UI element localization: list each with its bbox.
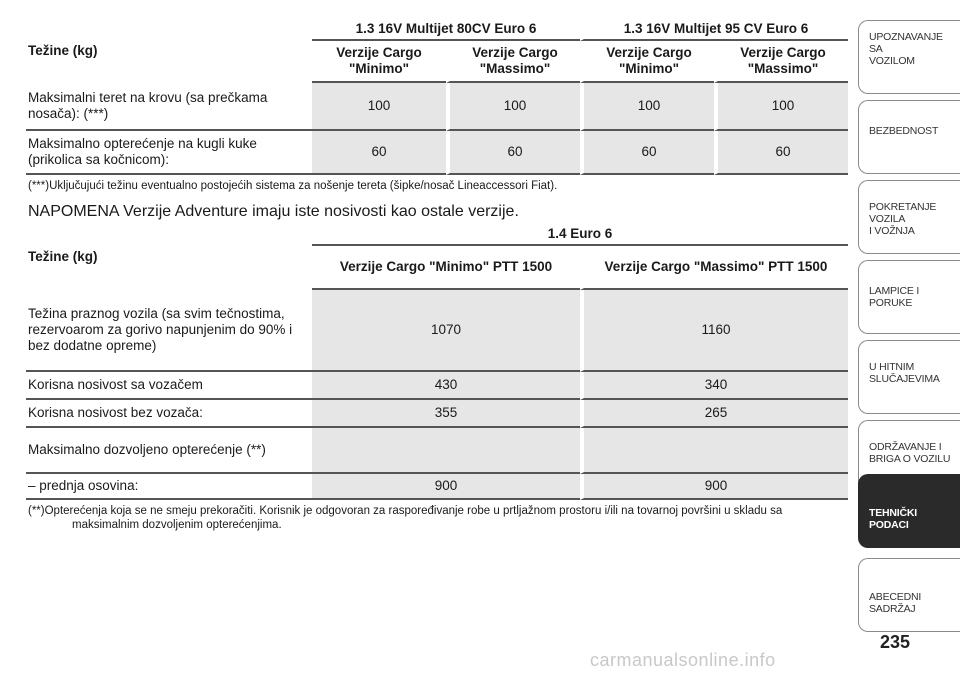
table1-variant-header: Verzije Cargo "Minimo" — [580, 41, 714, 83]
weights-table-petrol — [26, 223, 848, 500]
tab-label: ODRŽAVANJE I — [869, 441, 942, 453]
table2-footnote: (**)Opterećenja koja se ne smeju prekoračiti. Korisnik je odgovoran za raspoređivanje robe u prtljažnom prostoru i/ili na tovarnoj površini u skladu sa maksimalnim dozvoljenim opterećenjima. — [28, 505, 783, 531]
cell-value: 430 — [312, 372, 580, 400]
cell-value: 60 — [714, 131, 848, 175]
table-row — [26, 131, 848, 175]
tab-label: ABECEDNI SADRŽAJ — [869, 591, 922, 615]
row-label: – prednja osovina: — [26, 474, 312, 500]
tab-label: POKRETANJE VOZILA — [869, 201, 937, 225]
cell-value: 100 — [446, 83, 580, 131]
tab-label: BEZBEDNOST — [869, 125, 939, 137]
page-content — [26, 18, 848, 532]
tab-label: TEHNIČKI PODACI — [869, 507, 917, 531]
cell-value — [312, 428, 580, 474]
table1-engine-header: 1.3 16V Multijet 95 CV Euro 6 — [580, 18, 848, 41]
page-number: 235 — [880, 632, 911, 652]
row-label: Maksimalni teret na krovu (sa prečkama nosača): (***) — [26, 83, 312, 131]
row-label: Korisna nosivost bez vozača: — [26, 400, 312, 428]
tab-tehnicki-podaci[interactable] — [858, 474, 960, 548]
table2-variant-header: Verzije Cargo "Massimo" PTT 1500 — [580, 246, 848, 290]
weights-table-multijet — [26, 18, 848, 175]
table-row — [26, 372, 848, 400]
row-label: Korisna nosivost sa vozačem — [26, 372, 312, 400]
table1-row-header: Težine (kg) — [26, 18, 312, 83]
cell-value: 100 — [714, 83, 848, 131]
tab-bezbednost[interactable] — [858, 100, 960, 174]
cell-value: 1070 — [312, 290, 580, 372]
cell-value: 900 — [580, 474, 848, 500]
tab-upoznavanje[interactable] — [858, 20, 960, 94]
table2-variant-header: Verzije Cargo "Minimo" PTT 1500 — [312, 246, 580, 290]
cell-value: 355 — [312, 400, 580, 428]
table-row — [26, 428, 848, 474]
tab-label: LAMPICE I PORUKE — [869, 285, 920, 309]
table-row — [26, 290, 848, 372]
tab-label: I VOŽNJA — [869, 225, 915, 237]
tab-abecedni[interactable] — [858, 558, 960, 632]
cell-value: 340 — [580, 372, 848, 400]
table1-variant-header: Verzije Cargo "Massimo" — [714, 41, 848, 83]
cell-value — [580, 428, 848, 474]
table2-row-header: Težine (kg) — [26, 223, 312, 290]
watermark-text: carmanualsonline.info — [590, 650, 776, 670]
cell-value: 100 — [312, 83, 446, 131]
tab-lampice[interactable] — [858, 260, 960, 334]
row-label: Maksimalno opterećenje na kugli kuke (prikolica sa kočnicom): — [26, 131, 312, 175]
table-row — [26, 474, 848, 500]
table-row — [26, 400, 848, 428]
row-label: Težina praznog vozila (sa svim tečnostima, rezervoarom za gorivo napunjenim do 90% i bez dodatne opreme) — [26, 290, 312, 372]
table1-variant-header: Verzije Cargo "Minimo" — [312, 41, 446, 83]
tab-label: BRIGA O VOZILU — [869, 453, 951, 465]
table-row — [26, 83, 848, 131]
table2-engine-header: 1.4 Euro 6 — [312, 223, 848, 246]
cell-value: 60 — [312, 131, 446, 175]
row-label: Maksimalno dozvoljeno opterećenje (**) — [26, 428, 312, 474]
tab-hitni[interactable] — [858, 340, 960, 414]
tab-pokretanje[interactable] — [858, 180, 960, 254]
cell-value: 900 — [312, 474, 580, 500]
cell-value: 265 — [580, 400, 848, 428]
cell-value: 100 — [580, 83, 714, 131]
cell-value: 1160 — [580, 290, 848, 372]
cell-value: 60 — [446, 131, 580, 175]
tab-label: SLUČAJEVIMA — [869, 373, 940, 385]
tab-label: UPOZNAVANJE SA — [869, 31, 943, 55]
cell-value: 60 — [580, 131, 714, 175]
adventure-remark: NAPOMENA Verzije Adventure imaju iste nosivosti kao ostale verzije. — [28, 203, 519, 220]
tab-label: VOZILOM — [869, 55, 915, 67]
table1-variant-header: Verzije Cargo "Massimo" — [446, 41, 580, 83]
table1-footnote: (***)Uključujući težinu eventualno postojećih sistema za nošenje tereta (šipke/nosač Lineaccessori Fiat). — [28, 180, 558, 192]
tab-label: U HITNIM — [869, 361, 915, 373]
table1-engine-header: 1.3 16V Multijet 80CV Euro 6 — [312, 18, 580, 41]
